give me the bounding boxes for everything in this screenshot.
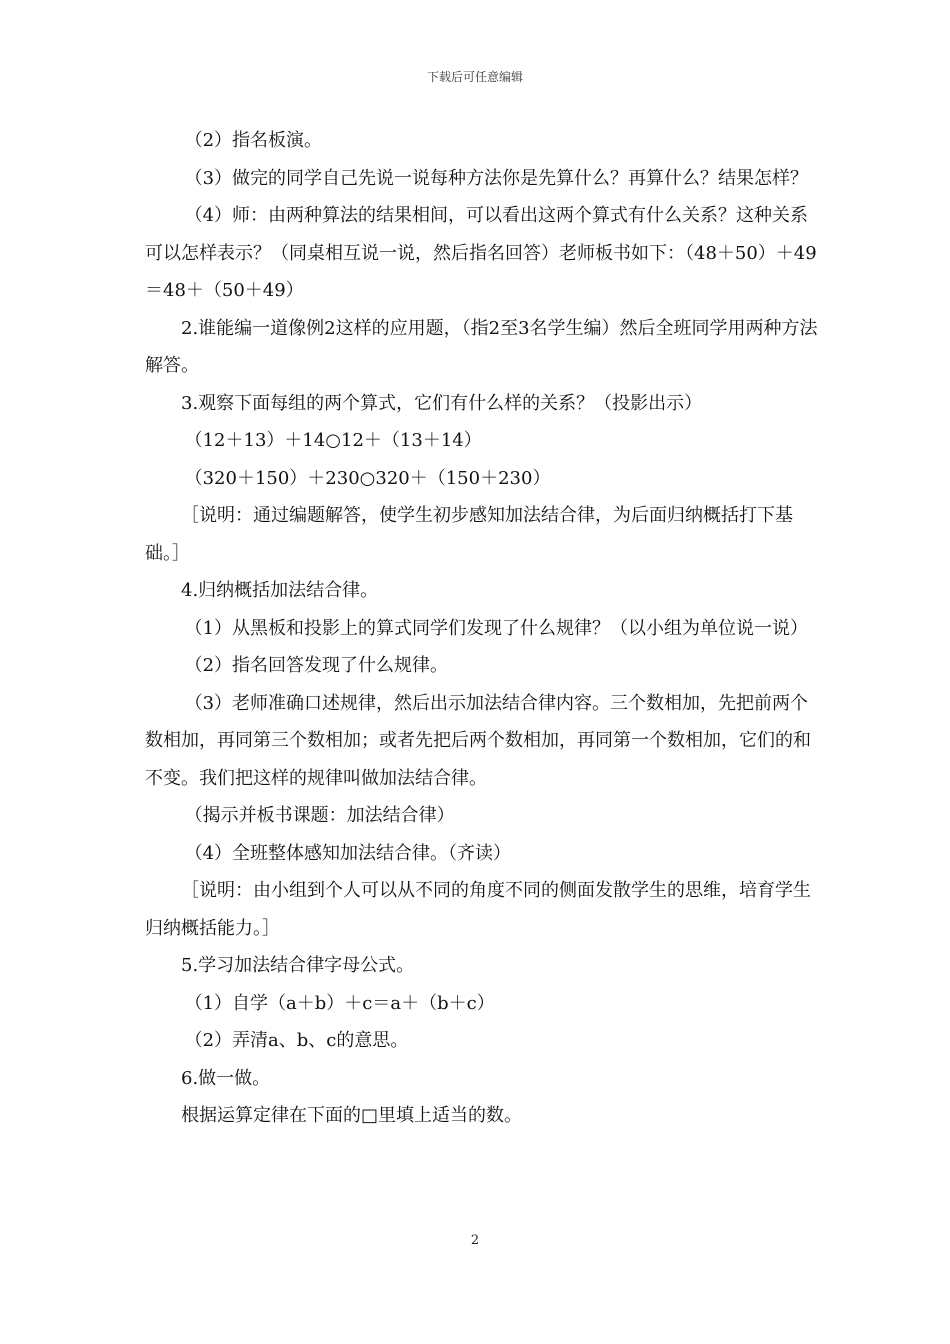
para-4-4: （4）全班整体感知加法结合律。（齐读）: [184, 842, 512, 864]
para-fill: 根据运算定律在下面的□里填上适当的数。: [181, 1105, 523, 1126]
document-body: [145, 122, 825, 1135]
para-5-1: （1）自学（a＋b）＋c＝a＋（b＋c）: [184, 992, 495, 1014]
para-2-3-explain: （3）做完的同学自己先说一说每种方法你是先算什么？再算什么？结果怎样？: [184, 167, 809, 189]
para-note-2: ［说明：由小组到个人可以从不同的角度不同的侧面发散学生的思维，培育学生归纳概括能力。］: [145, 880, 811, 939]
para-note-1: ［说明：通过编题解答，使学生初步感知加法结合律，为后面归纳概括打下基础。］: [145, 505, 793, 564]
page-header: 下载后可任意编辑: [426, 70, 523, 84]
para-item-6: 6.做一做。: [181, 1067, 271, 1089]
para-4-2: （2）指名回答发现了什么规律。: [184, 655, 449, 676]
para-expr-2: （320＋150）＋230○320＋（150＋230）: [184, 467, 551, 489]
para-topic: （揭示并板书课题：加法结合律）: [184, 805, 455, 826]
para-2-2-board-demo: （2）指名板演。: [184, 130, 323, 151]
para-5-2: （2）弄清a、b、c的意思。: [184, 1030, 409, 1051]
para-4-1: （1）从黑板和投影上的算式同学们发现了什么规律？（以小组为单位说一说）: [184, 617, 809, 639]
para-item-5: 5.学习加法结合律字母公式。: [181, 955, 415, 976]
para-4-3: （3）老师准确口述规律，然后出示加法结合律内容。三个数相加，先把前两个数相加，再同第三个数相加；或者先把后两个数相加，再同第一个数相加，它们的和不变。我们把这样的规律叫做加法结合律。: [145, 692, 811, 789]
para-item-2: 2.谁能编一道像例2这样的应用题，（指2至3名学生编）然后全班同学用两种方法解答。: [145, 317, 818, 376]
para-expr-1: （12＋13）＋14○12＋（13＋14）: [184, 430, 482, 451]
page-number: 2: [470, 1233, 480, 1248]
para-2-4-teacher: （4）师：由两种算法的结果相间，可以看出这两个算式有什么关系？这种关系可以怎样表示？（同桌相互说一说，然后指名回答）老师板书如下：（48＋50）＋49＝48＋（50＋49）: [145, 205, 817, 301]
para-item-3: 3.观察下面每组的两个算式，它们有什么样的关系？（投影出示）: [181, 392, 703, 414]
para-item-4: 4.归纳概括加法结合律。: [181, 580, 379, 601]
